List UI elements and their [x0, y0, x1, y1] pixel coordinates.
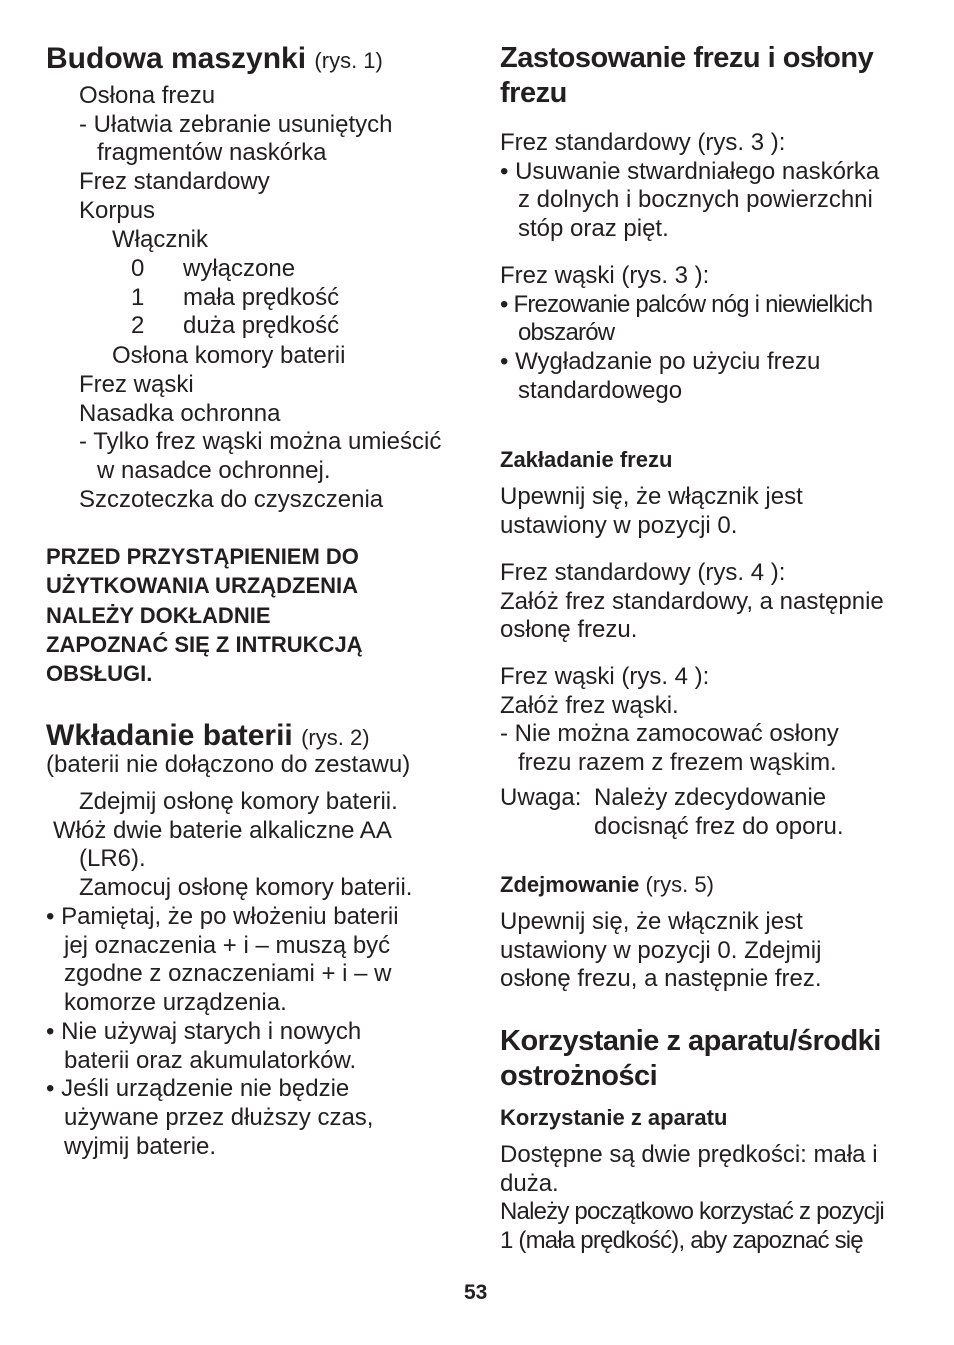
cutter-label: Frez standardowy (rys. 3 ): [500, 129, 786, 156]
list-item: Zdejmij osłonę komory baterii. [79, 788, 398, 815]
section-title-korzystanie: Korzystanie z aparatu/środki ostrożności [500, 1025, 881, 1092]
list-item: Zamocuj osłonę komory baterii. [79, 874, 413, 902]
bullet-line: • Wygładzanie po użyciu frezu [500, 348, 821, 376]
warning-notice [46, 542, 363, 688]
bullet-line: • Frezowanie palców nóg i niewielkich [500, 290, 873, 318]
bullet-line: stóp oraz pięt. [518, 215, 669, 243]
attach-narrow: Frez wąski (rys. 4 ): Załóż frez wąski. - Nie można zamocować osłony frezu razem z frezem wąskim. [500, 663, 839, 777]
switch-label: Włącznik [112, 226, 209, 253]
list-item: Osłona frezu [79, 82, 216, 109]
figure-reference: (rys. 2) [301, 725, 370, 750]
list-item: w nasadce ochronnej. [97, 457, 331, 485]
bullet-line: • Jeśli urządzenie nie będzie [46, 1075, 350, 1103]
list-item [131, 312, 339, 341]
removal-text: Upewnij się, że włącznik jest ustawiony w pozycji 0. Zdejmij osłonę frezu, a następnie frez. [500, 908, 822, 993]
bullet-line: jej oznaczenia + i – muszą być [64, 931, 391, 959]
list-item: Włóż dwie baterie alkaliczne AA [53, 816, 392, 844]
bullet-line: • Pamiętaj, że po włożeniu baterii [46, 903, 399, 930]
standard-cutter-usage [500, 129, 879, 244]
list-item: - Tylko frez wąski można umieścić [79, 428, 442, 456]
bullet-line: • Nie używaj starych i nowych [46, 1017, 362, 1045]
warning-line: PRZED PRZYSTĄPIENIEM DO [46, 544, 359, 569]
switch-position-label: mała prędkość [183, 283, 340, 311]
switch-position-label: wyłączone [183, 255, 296, 282]
switch-position-label: duża prędkość [183, 312, 340, 340]
switch-position-number: 2 [131, 312, 145, 340]
warning-line: UŻYTKOWANIA URZĄDZENIA [46, 573, 359, 599]
bullet-line: baterii oraz akumulatorków. [64, 1046, 357, 1074]
bullet-line: obszarów [518, 319, 615, 347]
list-item [131, 284, 339, 313]
switch-position-number: 0 [131, 255, 145, 282]
usage-text: Dostępne są dwie prędkości: mała i duża. Należy początkowo korzystać z pozycji 1 (mała prędkość), aby zapoznać się [500, 1141, 884, 1255]
bullet-line: zgodne z oznaczeniami + i – w [64, 960, 392, 988]
figure-reference: (rys. 5) [645, 872, 714, 897]
figure-reference: (rys. 1) [314, 48, 383, 73]
attach-note-text: Należy zdecydowanie docisnąć frez do oporu. [594, 784, 844, 840]
page-number: 53 [464, 1281, 488, 1304]
bullet-line: • Usuwanie stwardniałego naskórka [500, 157, 880, 185]
list-item: - Ułatwia zebranie usuniętych [79, 110, 393, 138]
bullet-line: z dolnych i bocznych powierzchni [518, 186, 873, 214]
bullet-line: komorze urządzenia. [64, 989, 287, 1017]
list-item: (LR6). [79, 845, 146, 873]
attach-standard: Frez standardowy (rys. 4 ): Załóż frez standardowy, a następnie osłonę frezu. [500, 559, 884, 644]
subsection-title-zakladanie: Zakładanie frezu [500, 447, 673, 472]
parts-list-2 [79, 371, 441, 515]
section-title-zastosowanie: Zastosowanie frezu i osłony frezu [500, 42, 874, 109]
bullet-line: standardowego [518, 376, 683, 404]
list-item: Nasadka ochronna [79, 399, 281, 427]
warning-line: OBSŁUGI. [46, 661, 153, 687]
cutter-label: Frez wąski (rys. 3 ): [500, 262, 710, 289]
section-title-budowa: Budowa maszynki (rys. 1) [46, 42, 383, 75]
attach-note [500, 784, 581, 813]
list-item: Frez wąski [79, 371, 194, 398]
subsection-title-korzystanie: Korzystanie z aparatu [500, 1105, 728, 1130]
subsection-title-zdejmowanie: Zdejmowanie (rys. 5) [500, 872, 714, 897]
battery-note: (baterii nie dołączono do zestawu) [46, 751, 411, 778]
switch-info [112, 226, 208, 255]
narrow-cutter-usage [500, 262, 872, 406]
section-title-wkladanie-baterii: Wkładanie baterii (rys. 2) [46, 719, 370, 752]
parts-list [79, 82, 393, 226]
battery-cover-label: Osłona komory baterii [112, 342, 346, 369]
bullet-line: używane przez dłuższy czas, [64, 1103, 374, 1131]
list-item: Frez standardowy [79, 168, 270, 196]
switch-positions [131, 255, 339, 341]
warning-line: ZAPOZNAĆ SIĘ Z INTRUKCJĄ [46, 631, 363, 657]
note-label: Uwaga: [500, 784, 582, 811]
switch-position-number: 1 [131, 283, 145, 311]
list-item [131, 255, 339, 284]
attach-intro: Upewnij się, że włącznik jest ustawiony w pozycji 0. [500, 483, 803, 539]
battery-steps [53, 788, 412, 903]
battery-bullets [46, 903, 399, 1161]
bullet-line: wyjmij baterie. [64, 1132, 217, 1160]
list-item: fragmentów naskórka [97, 139, 327, 167]
warning-line: NALEŻY DOKŁADNIE [46, 602, 271, 628]
list-item: Korpus [79, 196, 156, 224]
list-item: Szczoteczka do czyszczenia [79, 485, 384, 513]
